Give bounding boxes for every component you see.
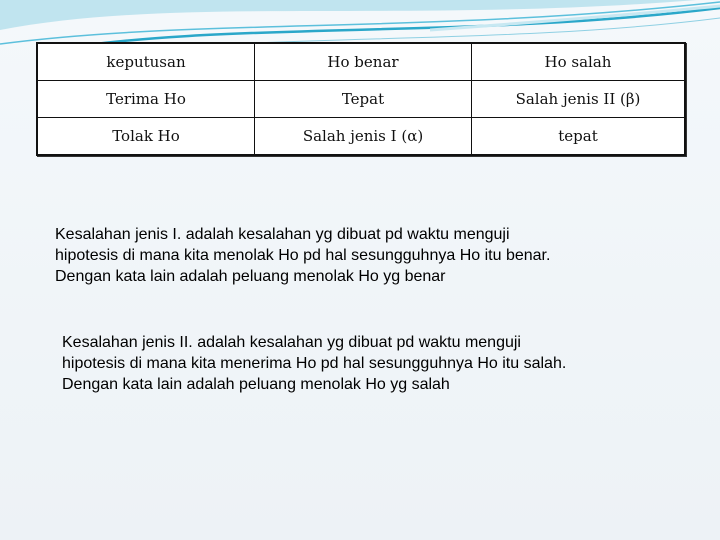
table-cell: Tolak Ho bbox=[37, 118, 255, 156]
table-cell: Terima Ho bbox=[37, 81, 255, 118]
table-header-cell: keputusan bbox=[37, 43, 255, 81]
decision-table bbox=[36, 42, 686, 156]
table-header-cell: Ho salah bbox=[472, 43, 686, 81]
table-cell: Salah jenis II (β) bbox=[472, 81, 686, 118]
table-row bbox=[37, 81, 685, 118]
paragraph-line: Dengan kata lain adalah peluang menolak Ho yg salah bbox=[62, 376, 450, 393]
table-cell: Tepat bbox=[255, 81, 472, 118]
table-row bbox=[37, 118, 685, 156]
paragraph-line: Dengan kata lain adalah peluang menolak Ho yg benar bbox=[55, 268, 446, 285]
paragraph-line: Kesalahan jenis II. adalah kesalahan yg dibuat pd waktu menguji bbox=[62, 334, 521, 351]
paragraph-line: Kesalahan jenis I. adalah kesalahan yg dibuat pd waktu menguji bbox=[55, 226, 510, 243]
paragraph-line: hipotesis di mana kita menerima Ho pd hal sesungguhnya Ho itu salah. bbox=[62, 355, 567, 372]
table-cell: tepat bbox=[472, 118, 686, 156]
paragraph-line: hipotesis di mana kita menolak Ho pd hal sesungguhnya Ho itu benar. bbox=[55, 247, 551, 264]
table-header-row bbox=[37, 43, 685, 81]
table-cell: Salah jenis I (α) bbox=[255, 118, 472, 156]
type-ii-error-paragraph bbox=[62, 332, 566, 395]
table-header-cell: Ho benar bbox=[255, 43, 472, 81]
type-i-error-paragraph bbox=[55, 224, 550, 287]
